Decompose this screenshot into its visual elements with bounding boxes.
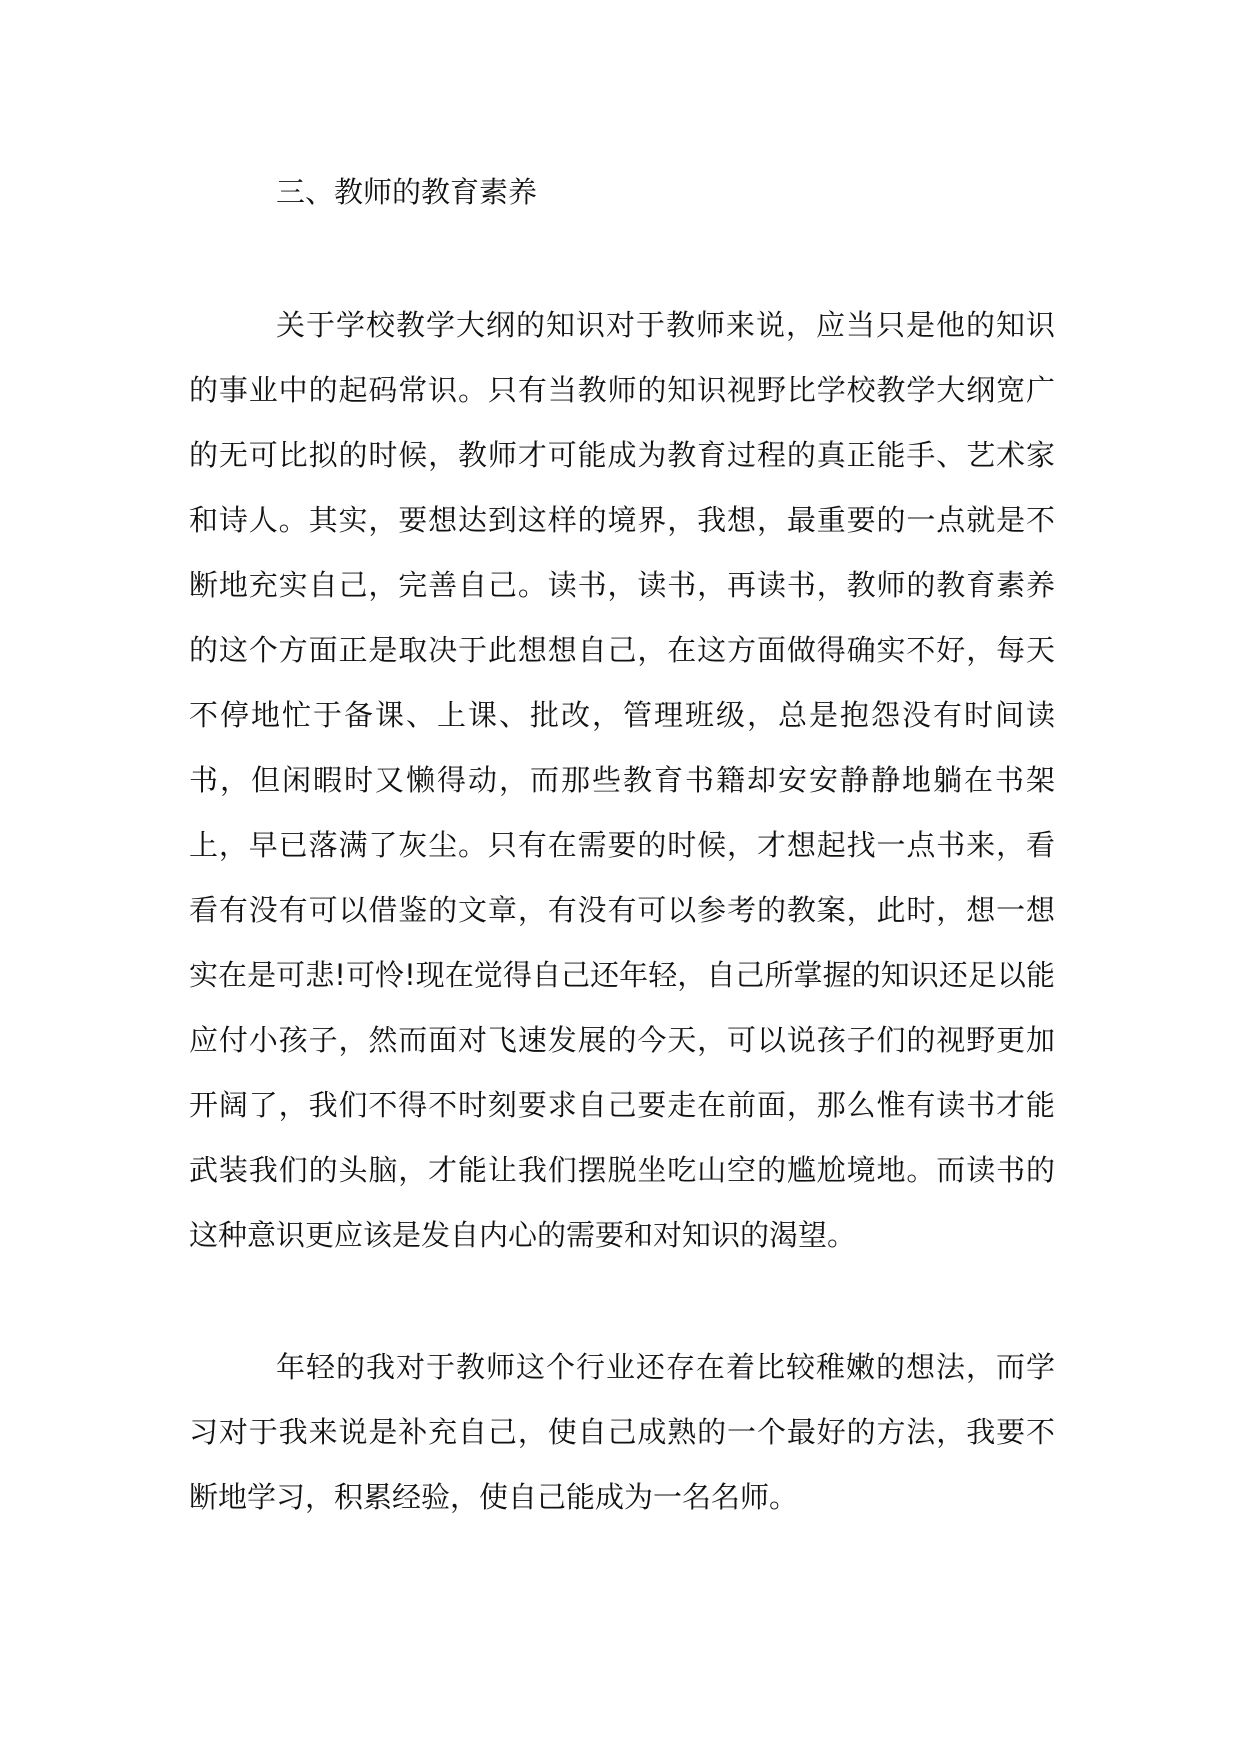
document-body (189, 160, 1055, 1530)
spacer (189, 225, 1055, 293)
section-heading: 三、教师的教育素养 (276, 175, 538, 209)
spacer (189, 1268, 1055, 1335)
paragraph-2: 年轻的我对于教师这个行业还存在着比较稚嫩的想法，而学习对于我来说是补充自己，使自己成熟的一个最好的方法，我要不断地学习，积累经验，使自己能成为一名名师。 (189, 1350, 1055, 1514)
paragraph-1: 关于学校教学大纲的知识对于教师来说，应当只是他的知识的事业中的起码常识。只有当教师的知识视野比学校教学大纲宽广的无可比拟的时候，教师才可能成为教育过程的真正能手、艺术家和诗人。其实，要想达到这样的境界，我想，最重要的一点就是不断地充实自己，完善自己。读书，读书，再读书，教师的教育素养的这个方面正是取决于此想想自己，在这方面做得确实不好，每天不停地忙于备课、上课、批改，管理班级，总是抱怨没有时间读书，但闲暇时又懒得动，而那些教育书籍却安安静静地躺在书架上，早已落满了灰尘。只有在需要的时候，才想起找一点书来，看看有没有可以借鉴的文章，有没有可以参考的教案，此时，想一想实在是可悲!可怜!现在觉得自己还年轻，自己所掌握的知识还足以能应付小孩子，然而面对飞速发展的今天，可以说孩子们的视野更加开阔了，我们不得不时刻要求自己要走在前面，那么惟有读书才能武装我们的头脑，才能让我们摆脱坐吃山空的尴尬境地。而读书的这种意识更应该是发自内心的需要和对知识的渴望。 (189, 308, 1055, 1252)
